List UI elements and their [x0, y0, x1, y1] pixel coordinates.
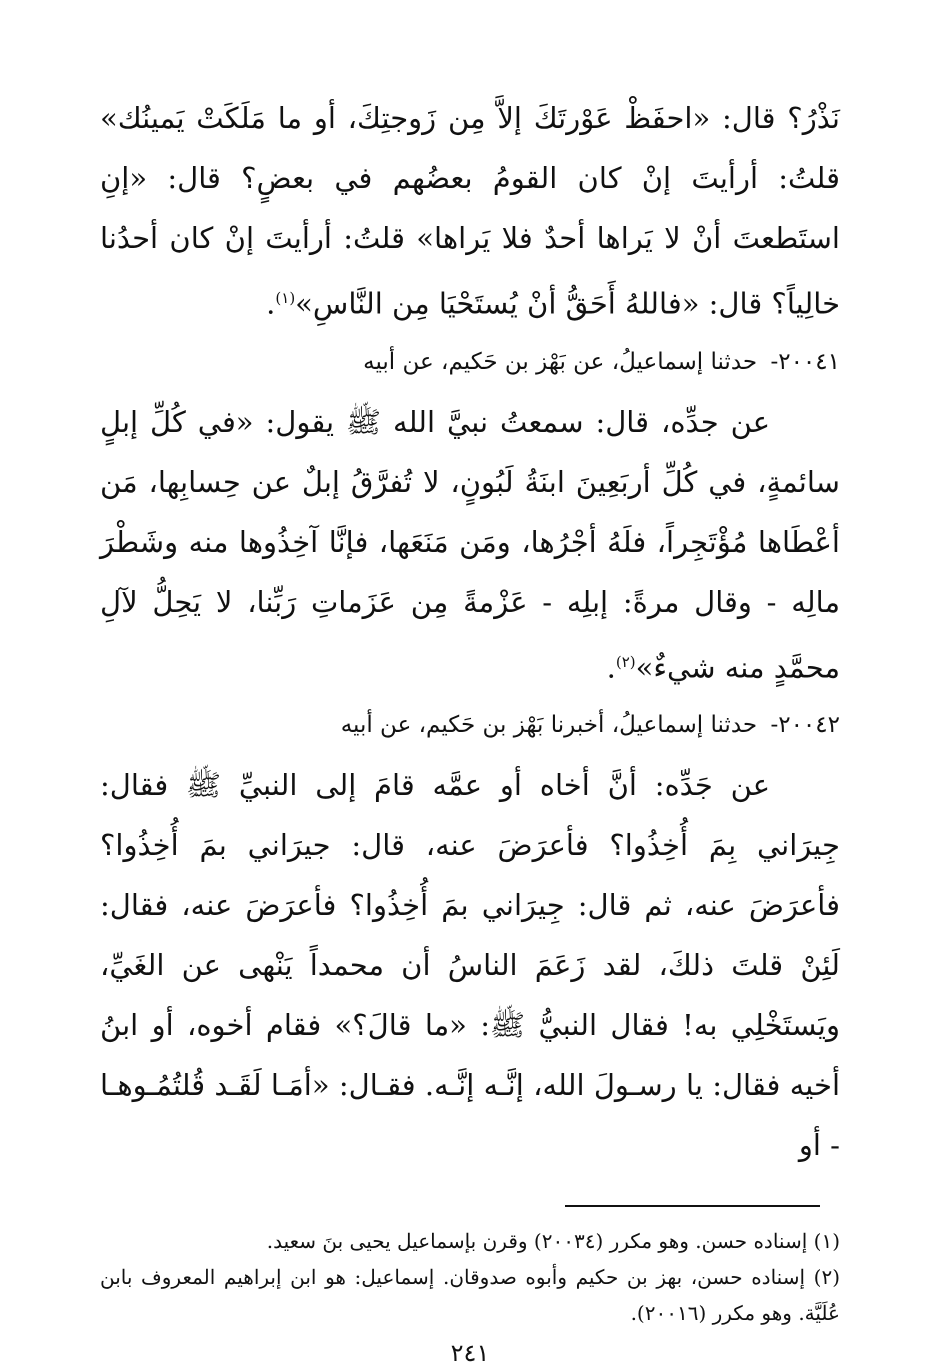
- paragraph-1: [100, 88, 840, 334]
- footnote-ref-1: (١): [275, 289, 296, 307]
- hadith-chain-2: حدثنا إسماعيلُ، أخبرنا بَهْز بن حَكيم، عن أبيه: [340, 712, 758, 739]
- page-number: ٢٤١: [450, 1339, 490, 1367]
- footnote-separator-wrap: [100, 1205, 840, 1207]
- paragraph-3-text: عن جَدِّه: أنَّ أخاه أو عمَّه قامَ إلى النبيِّ ﷺ فقال: جِيرَاني بِمَ أُخِذُوا؟ فأعرَضَ عنه، قال: جيرَاني بمَ أُخِذُوا؟ فأعرَضَ عنه، ثم قال: جِيرَاني بمَ أُخِذُوا؟ فأعرَضَ عنه، فقال: لَئِنْ قلتَ ذلكَ، لقد زَعَمَ الناسُ أن محمداً يَنْهى عن الغَيِّ، ويَستَخْلِي به! فقال النبيُّ ﷺ: «ما قالَ؟» فقام أخوه، أو ابنُ أخيه فقال: يا رسـولَ الله، إنَّـه إنَّـه. فقـال: «أمَـا لَقَـد قُلتُمُـوهـا - أو: [100, 768, 840, 1163]
- footnote-separator: [565, 1205, 820, 1207]
- paragraph-1-text: نَذْرُ؟ قال: «احفَظْ عَوْرتَكَ إلاَّ مِن زَوجتِكَ، أو ما مَلَكَتْ يَمينُك» قلتُ: أرأيتَ إنْ كان القومُ بعضُهم في بعضٍ؟ قال: «إنِ استَطعتَ أنْ لا يَراها أحدٌ فلا يَراها» قلتُ: أرأيتَ إنْ كان أحدُنا خالِياً؟ قال: «فاللهُ أَحَقُّ أنْ يُستَحْيَا مِن النَّاسِ»: [100, 101, 840, 321]
- paragraph-3: [100, 755, 840, 1175]
- hadith-number-1: ٢٠٠٤١-: [770, 348, 840, 375]
- paragraph-1-end: .: [266, 286, 276, 321]
- footnotes: [100, 1223, 840, 1331]
- paragraph-2-end: .: [606, 650, 616, 685]
- hadith-number-2: ٢٠٠٤٢-: [770, 712, 840, 739]
- hadith-header-1: [100, 344, 840, 380]
- hadith-header-2: [100, 707, 840, 743]
- footnote-1: (١) إسناده حسن. وهو مكرر (٢٠٠٣٤) وقرن بإسماعيل يحيى بنَ سعيد.: [266, 1229, 840, 1254]
- paragraph-2-text: عن جدِّه، قال: سمعتُ نبيَّ الله ﷺ يقول: «في كُلِّ إبلٍ سائمةٍ، في كُلِّ أربَعِينَ ابنَةُ لَبُونٍ، لا تُفرَّقُ إبلٌ عن حِسابِها، مَن أعْطَاها مُؤْتَجِراً، فلَهُ أجْرُها، ومَن مَنَعَها، فإنَّا آخِذُوها منه وشَطْرَ مالِه - وقال مرةً: إبلِه - عَزْمةً مِن عَزَماتِ رَبِّنا، لا يَحِلُّ لآلِ محمَّدٍ منه شيءٌ»: [100, 404, 840, 685]
- page-content: [100, 88, 840, 1367]
- footnote-2: (٢) إسناده حسن، بهز بن حكيم وأبوه صدوقان. إسماعيل: هو ابن إبراهيم المعروف بابن عُلَيَّة. وهو مكرر (٢٠٠١٦).: [100, 1265, 840, 1326]
- paragraph-2: [100, 392, 840, 698]
- hadith-chain-1: حدثنا إسماعيلُ، عن بَهْز بن حَكيم، عن أبيه: [363, 348, 758, 375]
- footnote-ref-2: (٢): [615, 652, 636, 671]
